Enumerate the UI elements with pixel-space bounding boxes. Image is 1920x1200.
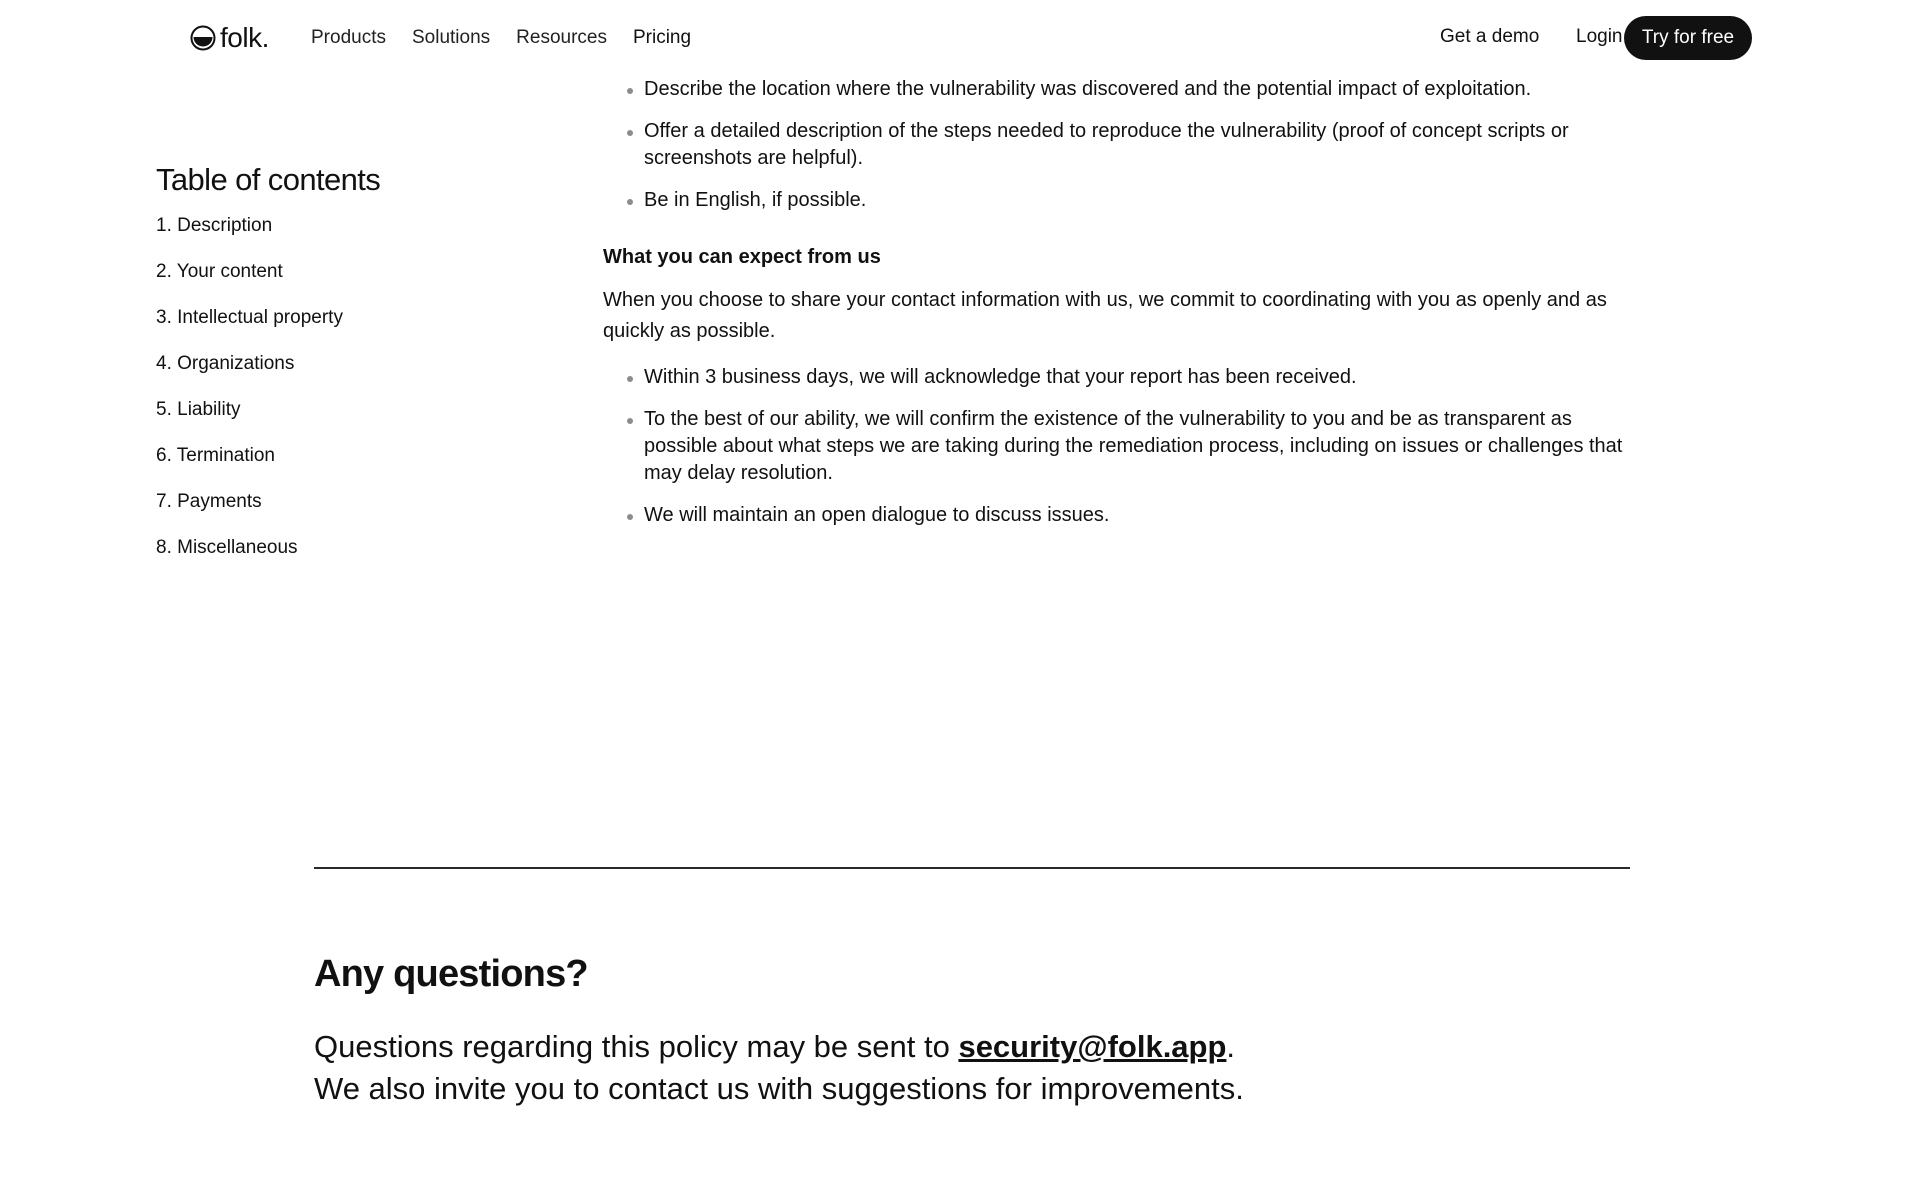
toc-link-miscellaneous[interactable]: 8. Miscellaneous [156, 537, 298, 558]
top-navbar [0, 0, 1920, 78]
try-for-free-button[interactable]: Try for free [1624, 16, 1752, 60]
toc-item [156, 306, 516, 352]
nav-pricing[interactable]: Pricing [632, 27, 692, 48]
toc-item [156, 444, 516, 490]
main-nav [311, 26, 691, 50]
list-item: We will maintain an open dialogue to discuss issues. [627, 502, 1647, 529]
questions-heading: Any questions? [314, 953, 588, 995]
toc-item [156, 214, 516, 260]
security-email-link[interactable]: security@folk.app [958, 1029, 1227, 1064]
toc-item [156, 352, 516, 398]
section-divider [314, 867, 1630, 869]
list-item: Describe the location where the vulnerability was discovered and the potential impact of exploitation. [627, 76, 1647, 103]
login-link[interactable]: Login [1576, 26, 1623, 47]
nav-solutions[interactable]: Solutions [411, 27, 491, 48]
toc-title: Table of contents [156, 162, 381, 197]
toc-link-termination[interactable]: 6. Termination [156, 445, 275, 466]
questions-prefix: Questions regarding this policy may be sent to [314, 1029, 959, 1064]
section-subheading: What you can expect from us [603, 246, 881, 268]
toc-link-description[interactable]: 1. Description [156, 215, 273, 236]
folk-logo-icon [190, 25, 216, 51]
questions-suffix: . [1226, 1029, 1236, 1064]
section-paragraph: When you choose to share your contact information with us, we commit to coordinating with you as openly and as quickly as possible. [603, 289, 1607, 342]
questions-text [314, 1026, 1714, 1110]
toc-link-payments[interactable]: 7. Payments [156, 491, 262, 512]
table-of-contents [156, 162, 516, 582]
list-item: To the best of our ability, we will confirm the existence of the vulnerability to you and be as transparent as possible about what steps we are taking during the remediation process, including on issues or challenges that may delay resolution. [627, 406, 1647, 487]
commitments-list [627, 364, 1663, 529]
list-item: Offer a detailed description of the steps needed to reproduce the vulnerability (proof of concept scripts or screenshots are helpful). [627, 118, 1647, 172]
header-actions [1440, 16, 1920, 62]
toc-link-liability[interactable]: 5. Liability [156, 399, 241, 420]
nav-resources[interactable]: Resources [516, 27, 607, 48]
toc-item [156, 398, 516, 444]
get-a-demo-link[interactable]: Get a demo [1440, 26, 1540, 47]
toc-link-intellectual-property[interactable]: 3. Intellectual property [156, 307, 343, 328]
toc-list [156, 214, 516, 582]
toc-link-organizations[interactable]: 4. Organizations [156, 353, 295, 374]
questions-line-2: We also invite you to contact us with suggestions for improvements. [314, 1071, 1244, 1106]
policy-content [603, 76, 1663, 544]
folk-logo[interactable] [190, 24, 269, 52]
list-item: Be in English, if possible. [627, 187, 1647, 214]
list-item: Within 3 business days, we will acknowledge that your report has been received. [627, 364, 1647, 391]
toc-item [156, 260, 516, 306]
questions-line-1 [314, 1026, 1714, 1068]
toc-item [156, 536, 516, 582]
toc-item [156, 490, 516, 536]
nav-products[interactable]: Products [311, 27, 386, 48]
report-requirements-list [627, 76, 1663, 214]
toc-link-your-content[interactable]: 2. Your content [156, 261, 283, 282]
logo-text: folk. [220, 22, 269, 53]
